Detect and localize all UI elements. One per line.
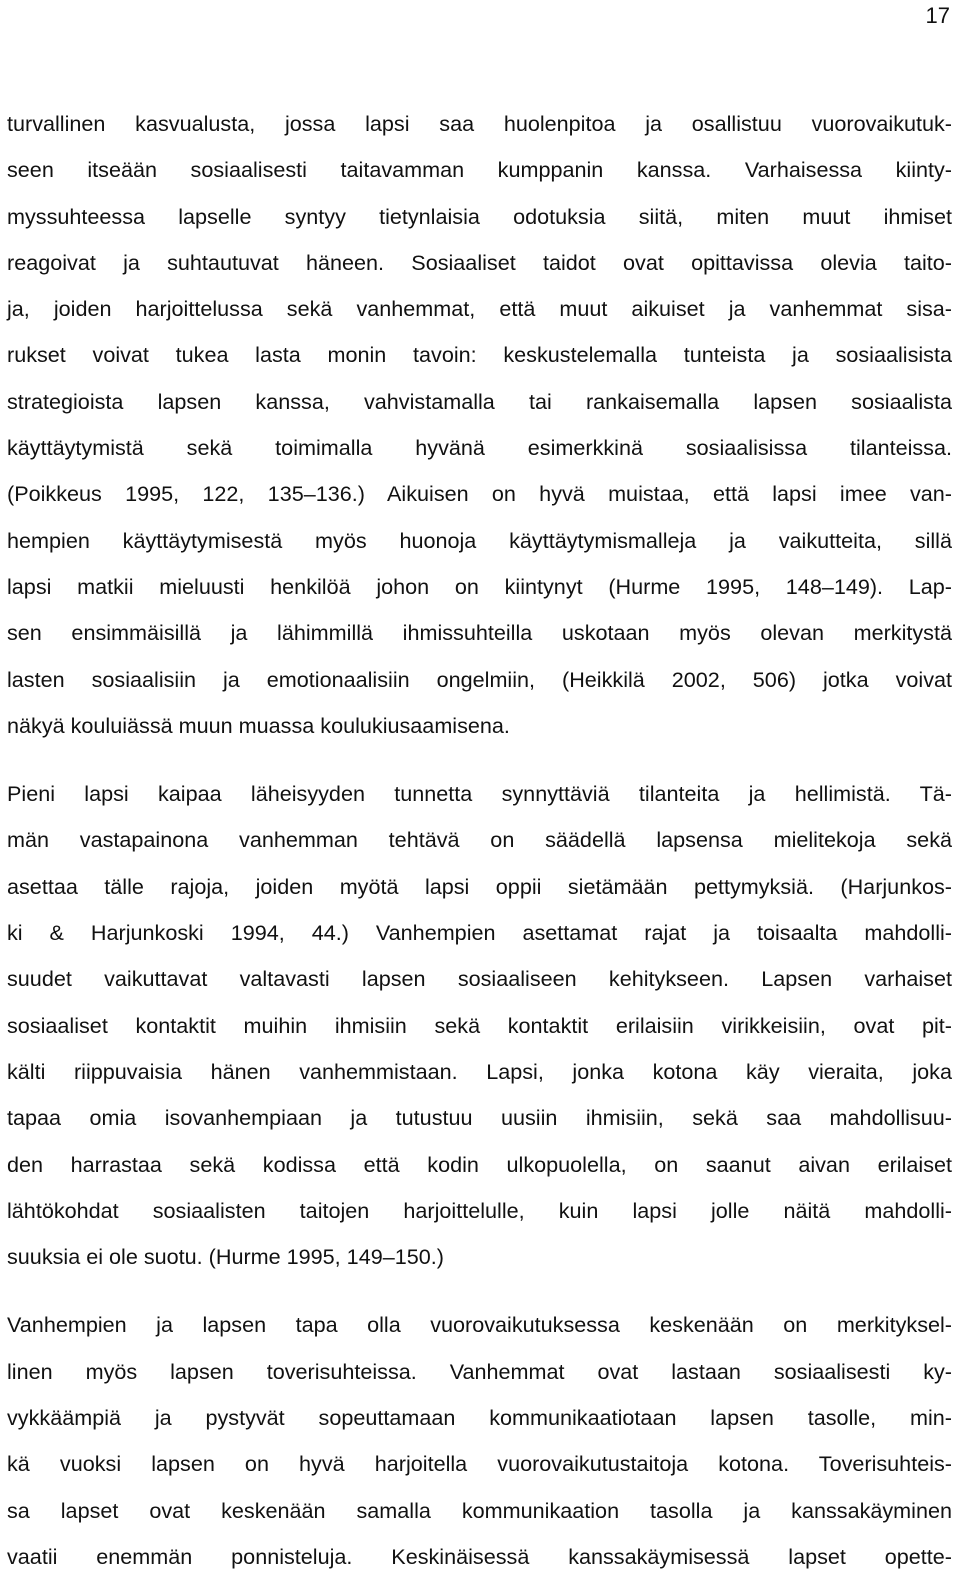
- paragraph-gap: [7, 1280, 952, 1302]
- text-line: män vastapainona vanhemman tehtävä on säädellä lapsensa mielitekoja sekä: [7, 827, 952, 853]
- text-line: (Poikkeus 1995, 122, 135–136.) Aikuisen on hyvä muistaa, että lapsi imee van-: [7, 481, 952, 507]
- text-line: lasten sosiaalisiin ja emotionaalisiin ongelmiin, (Heikkilä 2002, 506) jotka voivat: [7, 666, 952, 692]
- text-line: myssuhteessa lapselle syntyy tietynlaisia odotuksia siitä, miten muut ihmiset: [7, 203, 952, 229]
- paragraph-2: [7, 771, 952, 1280]
- text-line: hempien käyttäytymisestä myös huonoja käyttäytymismalleja ja vaikutteita, sillä: [7, 527, 952, 553]
- text-line: asettaa tälle rajoja, joiden myötä lapsi oppii sietämään pettymyksiä. (Harjunkos-: [7, 873, 952, 899]
- page-number: 17: [925, 3, 950, 28]
- text-line: lähtökohdat sosiaalisten taitojen harjoittelulle, kuin lapsi jolle näitä mahdolli-: [7, 1197, 952, 1223]
- text-line: reagoivat ja suhtautuvat häneen. Sosiaaliset taidot ovat opittavissa olevia taito-: [7, 249, 952, 275]
- text-line: vykkäämpiä ja pystyvät sopeuttamaan kommunikaatiotaan lapsen tasolle, min-: [7, 1405, 952, 1431]
- text-line: kä vuoksi lapsen on hyvä harjoitella vuorovaikutustaitoja kotona. Toverisuhteis-: [7, 1451, 952, 1477]
- text-line: vaatii enemmän ponnisteluja. Keskinäisessä kanssakäymisessä lapset opette-: [7, 1543, 952, 1569]
- text-line: turvallinen kasvualusta, jossa lapsi saa huolenpitoa ja osallistuu vuorovaikutuk-: [7, 111, 952, 136]
- text-line: kälti riippuvaisia hänen vanhemmistaan. Lapsi, jonka kotona käy vieraita, joka: [7, 1058, 952, 1084]
- text-line: den harrastaa sekä kodissa että kodin ulkopuolella, on saanut aivan erilaiset: [7, 1151, 952, 1177]
- text-line: näkyä kouluiässä muun muassa koulukiusaamisena.: [7, 712, 510, 738]
- paragraph-gap: [7, 749, 952, 771]
- body-text: [7, 101, 952, 1580]
- text-line: linen myös lapsen toverisuhteissa. Vanhemmat ovat lastaan sosiaalisesti ky-: [7, 1358, 952, 1384]
- text-line: suudet vaikuttavat valtavasti lapsen sosiaaliseen kehitykseen. Lapsen varhaiset: [7, 966, 952, 992]
- text-line: tapaa omia isovanhempiaan ja tutustuu uusiin ihmisiin, sekä saa mahdollisuu-: [7, 1105, 952, 1131]
- text-line: sa lapset ovat keskenään samalla kommunikaation tasolla ja kanssakäyminen: [7, 1497, 952, 1523]
- text-line: strategioista lapsen kanssa, vahvistamalla tai rankaisemalla lapsen sosiaalista: [7, 388, 952, 414]
- text-line: ja, joiden harjoittelussa sekä vanhemmat, että muut aikuiset ja vanhemmat sisa-: [7, 296, 952, 322]
- text-line: käyttäytymistä sekä toimimalla hyvänä esimerkkinä sosiaalisissa tilanteissa.: [7, 435, 952, 461]
- text-line: Vanhempien ja lapsen tapa olla vuorovaikutuksessa keskenään on merkityksel-: [7, 1312, 952, 1338]
- text-line: ki & Harjunkoski 1994, 44.) Vanhempien asettamat rajat ja toisaalta mahdolli-: [7, 920, 952, 946]
- text-line: suuksia ei ole suotu. (Hurme 1995, 149–150.): [7, 1244, 444, 1270]
- paragraph-1: [7, 101, 952, 749]
- paragraph-3: [7, 1302, 952, 1580]
- text-line: seen itseään sosiaalisesti taitavamman kumppanin kanssa. Varhaisessa kiinty-: [7, 157, 952, 183]
- text-line: Pieni lapsi kaipaa läheisyyden tunnetta synnyttäviä tilanteita ja hellimistä. Tä-: [7, 781, 952, 807]
- text-line: sen ensimmäisillä ja lähimmillä ihmissuhteilla uskotaan myös olevan merkitystä: [7, 620, 952, 646]
- text-line: rukset voivat tukea lasta monin tavoin: keskustelemalla tunteista ja sosiaalisista: [7, 342, 952, 368]
- text-line: lapsi matkii mieluusti henkilöä johon on kiintynyt (Hurme 1995, 148–149). Lap-: [7, 573, 952, 599]
- text-line: sosiaaliset kontaktit muihin ihmisiin sekä kontaktit erilaisiin virikkeisiin, ovat pit-: [7, 1012, 952, 1038]
